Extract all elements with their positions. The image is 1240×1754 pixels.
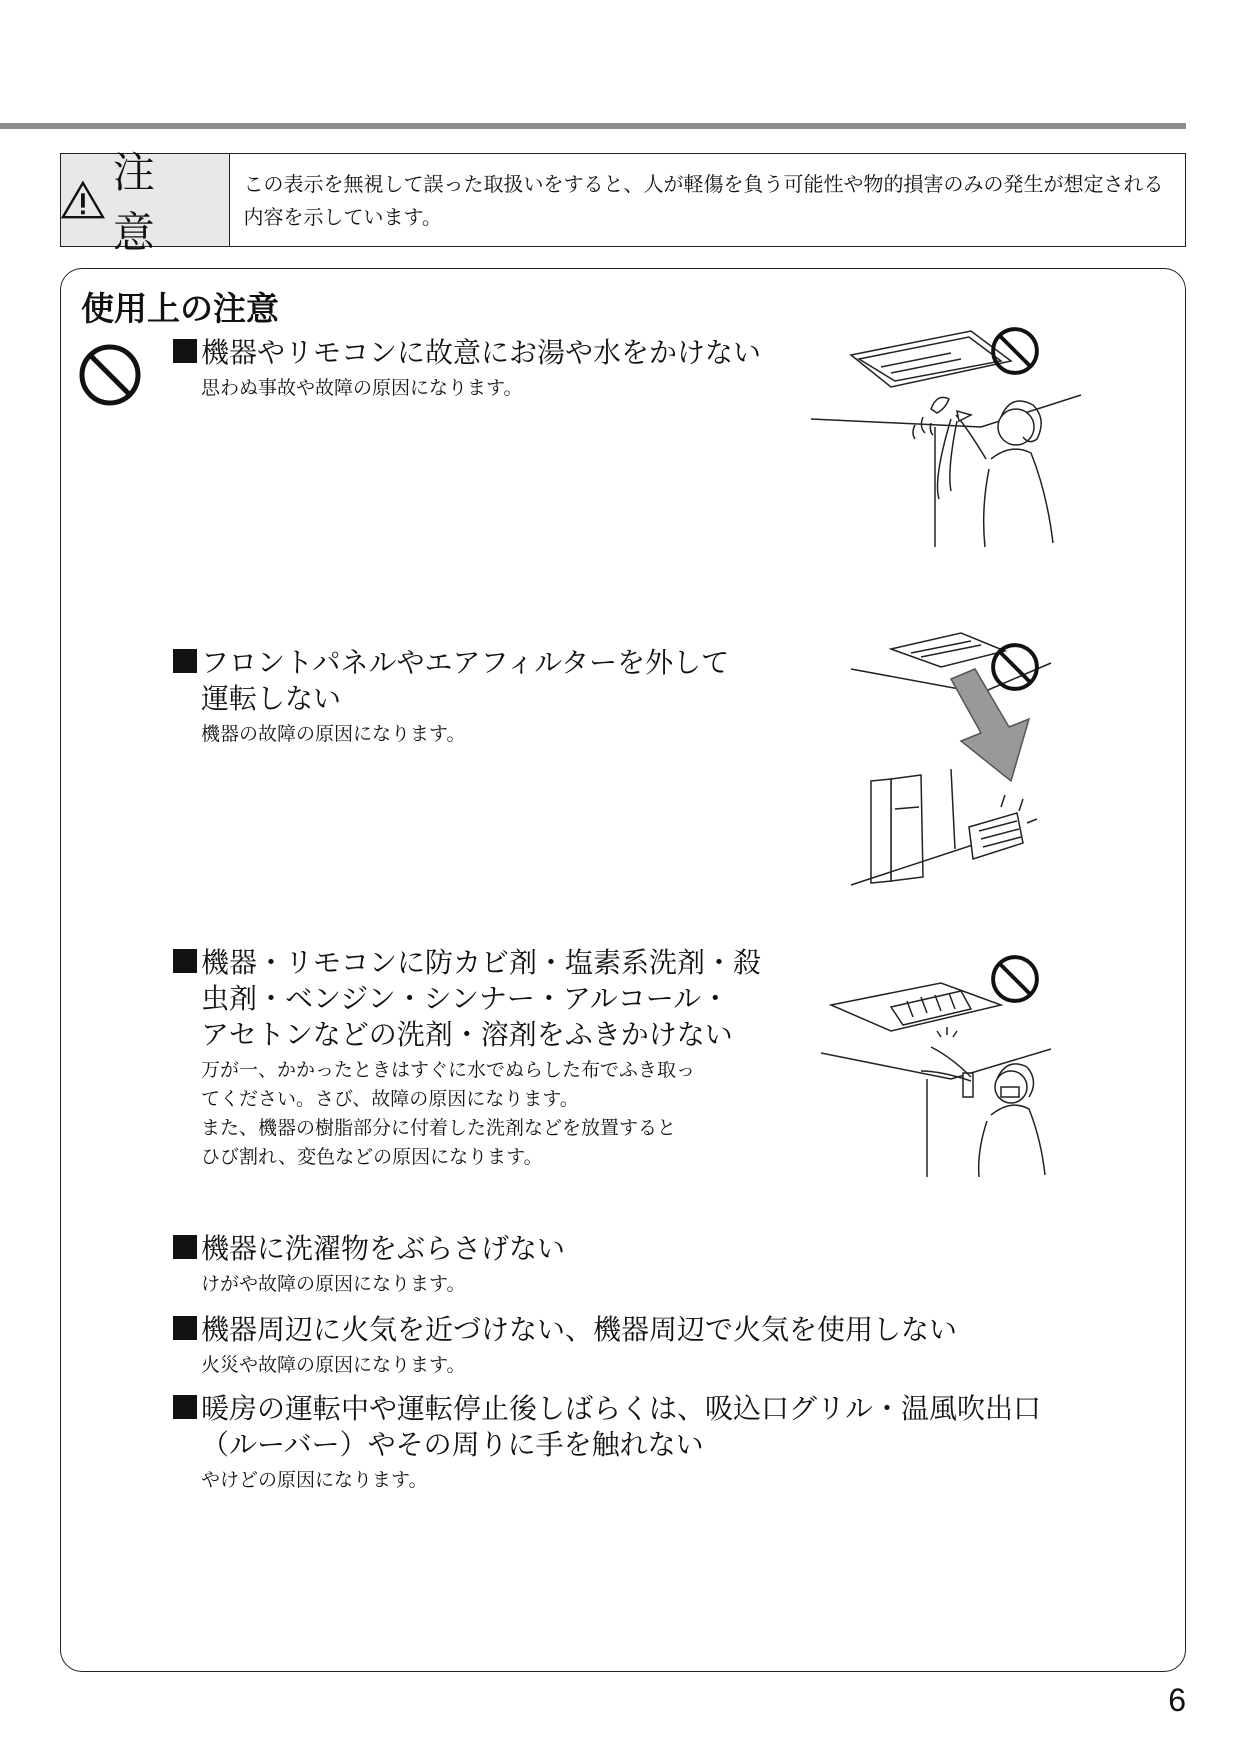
item-body: 火災や故障の原因になります。 xyxy=(201,1354,466,1376)
prohibition-icon xyxy=(990,642,1040,692)
bullet-square-icon xyxy=(173,1235,197,1259)
caution-notice xyxy=(60,148,1186,257)
caution-header xyxy=(61,148,230,257)
precaution-item-heating xyxy=(173,1391,1041,1495)
precaution-item-fire xyxy=(173,1312,957,1380)
bullet-square-icon xyxy=(173,1395,197,1419)
precaution-item-panel-filter xyxy=(173,645,729,749)
bullet-square-icon xyxy=(173,649,197,673)
top-rule xyxy=(0,123,1186,129)
item-body: 思わぬ事故や故障の原因になります。 xyxy=(201,377,523,399)
page-number: 6 xyxy=(1168,1682,1186,1718)
bullet-square-icon xyxy=(173,949,197,973)
item-heading: 機器・リモコンに防カビ剤・塩素系洗剤・殺 虫剤・ベンジン・シンナー・アルコール・ アセトンなどの洗剤・溶剤をふきかけない xyxy=(173,945,761,1053)
item-body: やけどの原因になります。 xyxy=(201,1469,428,1491)
illustration-filter-removed xyxy=(791,629,1181,889)
item-heading: 機器に洗濯物をぶらさげない xyxy=(173,1231,565,1267)
bullet-square-icon xyxy=(173,339,197,363)
section-title: 使用上の注意 xyxy=(81,289,279,328)
item-heading: 暖房の運転中や運転停止後しばらくは、吸込口グリル・温風吹出口 （ルーバー）やその周りに手を触れない xyxy=(173,1391,1041,1463)
item-body: けがや故障の原因になります。 xyxy=(201,1273,466,1295)
item-heading: 機器周辺に火気を近づけない、機器周辺で火気を使用しない xyxy=(173,1312,957,1348)
item-heading: フロントパネルやエアフィルターを外して 運転しない xyxy=(173,645,729,717)
precaution-item-water xyxy=(173,335,761,403)
caution-title: 注 意 xyxy=(112,148,163,257)
prohibition-icon xyxy=(990,954,1040,1004)
item-body: 万が一、かかったときはすぐに水でぬらした布でふき取っ てください。さび、故障の原因になります。 また、機器の樹脂部分に付着した洗剤などを放置すると ひび割れ、変色などの原因になります。 xyxy=(201,1059,696,1168)
usage-precautions-panel xyxy=(60,268,1186,1672)
precaution-item-laundry xyxy=(173,1231,565,1299)
bullet-square-icon xyxy=(173,1316,197,1340)
prohibition-icon xyxy=(990,326,1040,376)
item-body: 機器の故障の原因になります。 xyxy=(201,723,466,745)
warning-triangle-icon xyxy=(61,179,105,221)
precaution-item-chemicals xyxy=(173,945,761,1172)
caution-description: この表示を無視して誤った取扱いをすると、人が軽傷を負う可能性や物的損害のみの発生が想定される内容を示しています。 xyxy=(243,172,1164,229)
item-heading: 機器やリモコンに故意にお湯や水をかけない xyxy=(173,335,761,371)
prohibition-icon xyxy=(78,343,142,407)
